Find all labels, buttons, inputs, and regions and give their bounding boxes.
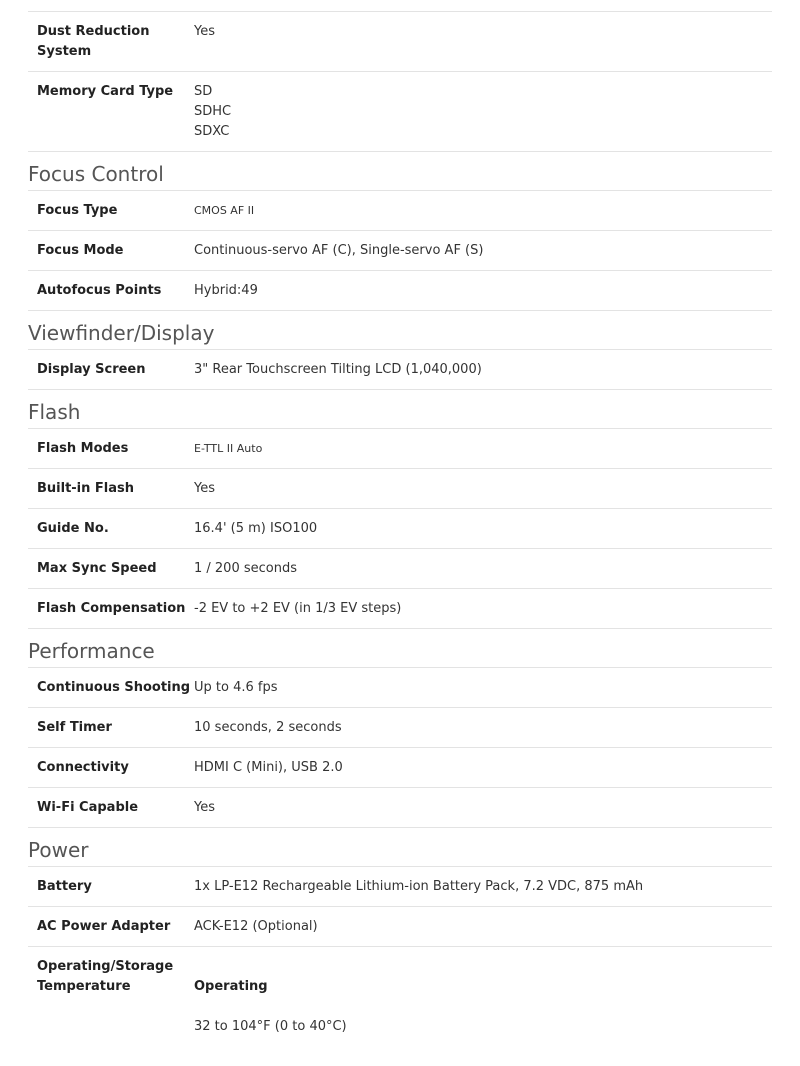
- section-title-flash: Flash: [28, 390, 772, 429]
- spec-row-max-sync-speed: [28, 549, 772, 589]
- spec-label: Battery: [37, 879, 92, 894]
- section-title-power: Power: [28, 828, 772, 867]
- section-title-viewfinder-display: Viewfinder/Display: [28, 311, 772, 350]
- spec-label: Dust Reduction System: [37, 24, 150, 59]
- spec-row-wifi-capable: [28, 788, 772, 828]
- spec-value: Continuous-servo AF (C), Single-servo AF (S): [194, 243, 484, 258]
- spec-row-guide-no: [28, 509, 772, 549]
- spec-value: 16.4' (5 m) ISO100: [194, 521, 318, 536]
- temperature-range: 32 to 104°F (0 to 40°C): [194, 1019, 347, 1034]
- spec-label: Self Timer: [37, 720, 112, 735]
- spec-value: -2 EV to +2 EV (in 1/3 EV steps): [194, 601, 402, 616]
- spec-row-dust-reduction: [28, 12, 772, 72]
- spec-label: Continuous Shooting: [37, 680, 191, 695]
- spec-label: Display Screen: [37, 362, 146, 377]
- spec-value: Yes: [194, 24, 215, 39]
- spec-value: SD SDHC SDXC: [194, 84, 232, 139]
- spec-row-display-screen: [28, 350, 772, 390]
- spec-label: Flash Compensation: [37, 601, 186, 616]
- spec-value: E-TTL II Auto: [194, 442, 263, 455]
- spec-value: Hybrid:49: [194, 283, 258, 298]
- spec-value: Yes: [194, 800, 215, 815]
- section-title-focus-control: Focus Control: [28, 152, 772, 191]
- spec-row-connectivity: [28, 748, 772, 788]
- spec-label: Max Sync Speed: [37, 561, 157, 576]
- spec-value: Yes: [194, 481, 215, 496]
- spec-value: ACK-E12 (Optional): [194, 919, 318, 934]
- spec-value: 10 seconds, 2 seconds: [194, 720, 342, 735]
- temperature-subheading: Operating: [194, 979, 268, 994]
- spec-label: Focus Mode: [37, 243, 124, 258]
- spec-sheet: [28, 11, 772, 1066]
- spec-row-focus-mode: [28, 231, 772, 271]
- spec-row-focus-type: [28, 191, 772, 231]
- spec-label: Flash Modes: [37, 441, 129, 456]
- spec-label: Wi-Fi Capable: [37, 800, 139, 815]
- spec-row-ac-power-adapter: [28, 907, 772, 947]
- spec-row-flash-modes: [28, 429, 772, 469]
- spec-value: Up to 4.6 fps: [194, 680, 278, 695]
- spec-row-memory-card: [28, 72, 772, 152]
- spec-row-continuous-shooting: [28, 668, 772, 708]
- spec-label: Focus Type: [37, 203, 118, 218]
- section-title-performance: Performance: [28, 629, 772, 668]
- spec-value: 3" Rear Touchscreen Tilting LCD (1,040,000): [194, 362, 482, 377]
- spec-value: 1x LP-E12 Rechargeable Lithium-ion Battery Pack, 7.2 VDC, 875 mAh: [194, 879, 644, 894]
- spec-row-built-in-flash: [28, 469, 772, 509]
- spec-label: AC Power Adapter: [37, 919, 171, 934]
- spec-label: Connectivity: [37, 760, 129, 775]
- spec-label: Built-in Flash: [37, 481, 135, 496]
- spec-label: Memory Card Type: [37, 84, 174, 99]
- spec-label: Autofocus Points: [37, 283, 162, 298]
- spec-row-flash-compensation: [28, 589, 772, 629]
- spec-value: CMOS AF II: [194, 204, 255, 217]
- spec-value-temperature: [194, 947, 772, 1066]
- spec-label: Guide No.: [37, 521, 109, 536]
- spec-label: Operating/Storage Temperature: [37, 959, 174, 994]
- spec-row-self-timer: [28, 708, 772, 748]
- spec-value: HDMI C (Mini), USB 2.0: [194, 760, 343, 775]
- spec-row-temperature: [28, 947, 772, 1066]
- spec-value: 1 / 200 seconds: [194, 561, 297, 576]
- spec-row-battery: [28, 867, 772, 907]
- spec-row-autofocus-points: [28, 271, 772, 311]
